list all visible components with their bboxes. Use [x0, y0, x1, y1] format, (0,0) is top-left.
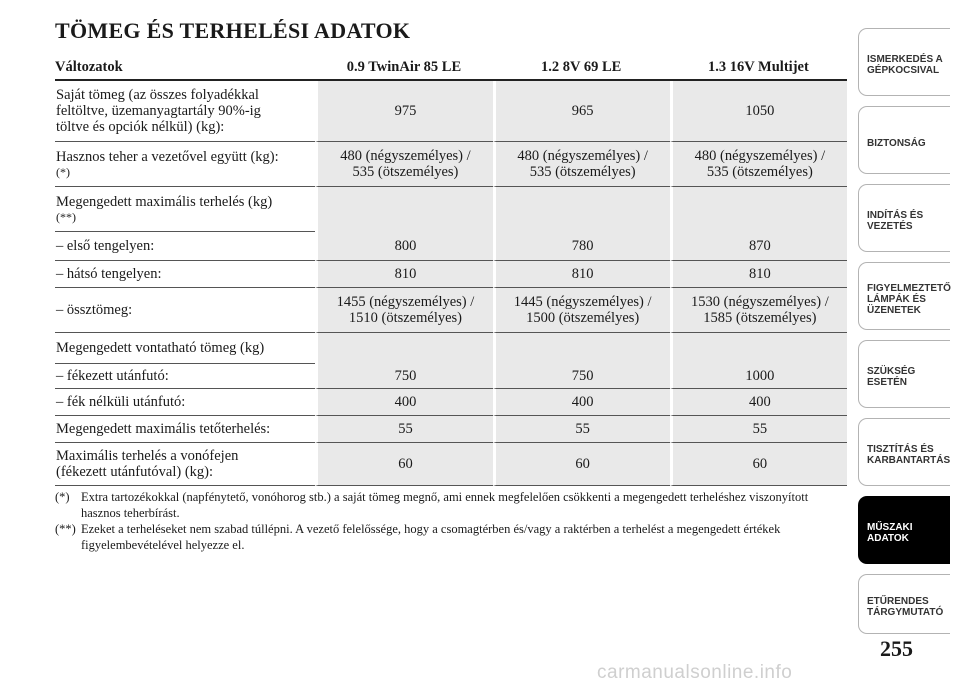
footnote-marker: (*) [55, 490, 70, 504]
table-cell: 1530 (négyszemélyes) / 1585 (ötszemélyes) [691, 294, 829, 326]
row-label: Hasznos teher a vezetővel együtt (kg): [56, 149, 279, 165]
row-label: – első tengelyen: [55, 232, 315, 261]
header-twinair: 0.9 TwinAir 85 LE [315, 55, 492, 81]
table-cell: 965 [493, 81, 670, 142]
table-cell: 800 [315, 187, 492, 261]
table-cell: 60 [493, 443, 670, 486]
footnote [55, 489, 850, 521]
row-label: Megengedett vontatható tömeg (kg) [55, 333, 315, 364]
table-cell: 400 [493, 389, 670, 416]
weight-load-table [55, 55, 847, 486]
row-label: Saját tömeg (az összes folyadékkal feltöltve, üzemanyagtartály 90%-ig töltve és opciók nélkül) (kg): [56, 87, 261, 135]
tab-inditas[interactable]: INDÍTÁS ÉS VEZETÉS [858, 184, 950, 252]
row-label: Megengedett maximális terhelés (kg) [56, 194, 273, 210]
row-label: – fék nélküli utánfutó: [55, 389, 315, 416]
page-number: 255 [880, 636, 913, 661]
table-cell: 55 [670, 416, 847, 443]
footnote-ref: (**) [56, 210, 76, 224]
table-cell: 780 [493, 187, 670, 261]
table-cell: 1050 [670, 81, 847, 142]
table-row [55, 288, 847, 333]
tab-figyelmezteto[interactable]: FIGYELMEZTETŐ LÁMPÁK ÉS ÜZENETEK [858, 262, 950, 330]
watermark: carmanualsonline.info [597, 662, 793, 683]
table-cell: 60 [670, 443, 847, 486]
header-8v: 1.2 8V 69 LE [493, 55, 670, 81]
table-cell: 60 [315, 443, 492, 486]
table-cell: 1445 (négyszemélyes) / 1500 (ötszemélyes) [513, 294, 652, 326]
table-row [55, 443, 847, 486]
footnote-ref: (*) [56, 165, 70, 179]
row-label: – hátsó tengelyen: [55, 261, 315, 288]
table-row [55, 187, 847, 232]
table-cell: 400 [315, 389, 492, 416]
row-label: Maximális terhelés a vonófejen (fékezett utánfutóval) (kg): [56, 448, 239, 480]
header-variants: Változatok [55, 55, 315, 81]
header-multijet: 1.3 16V Multijet [670, 55, 847, 81]
tab-muszaki-adatok[interactable]: MŰSZAKI ADATOK [858, 496, 950, 564]
row-label: – fékezett utánfutó: [55, 364, 315, 389]
tab-biztonsag[interactable]: BIZTONSÁG [858, 106, 950, 174]
table-cell: 750 [493, 333, 670, 389]
table-row [55, 142, 847, 187]
table-cell: 810 [670, 261, 847, 288]
table-cell: 975 [315, 81, 492, 142]
tab-targymutato[interactable]: ETŰRENDES TÁRGYMUTATÓ [858, 574, 950, 634]
page-title: TÖMEG ÉS TERHELÉSI ADATOK [55, 18, 411, 43]
table-cell: 750 [315, 333, 492, 389]
footnote-marker: (**) [55, 522, 76, 536]
table-cell: 55 [315, 416, 492, 443]
table-cell: 480 (négyszemélyes) / 535 (ötszemélyes) [340, 148, 471, 180]
table-row [55, 416, 847, 443]
tab-tisztitas[interactable]: TISZTÍTÁS ÉS KARBANTARTÁS [858, 418, 950, 486]
footnotes [55, 489, 850, 553]
table-cell: 870 [670, 187, 847, 261]
tab-ismerkedes[interactable]: ISMERKEDÉS A GÉPKOCSIVAL [858, 28, 950, 96]
row-label: – össztömeg: [55, 288, 315, 333]
table-cell: 480 (négyszemélyes) / 535 (ötszemélyes) [517, 148, 648, 180]
tab-szukseg[interactable]: SZÜKSÉG ESETÉN [858, 340, 950, 408]
table-cell: 1000 [670, 333, 847, 389]
table-row [55, 81, 847, 142]
chapter-tabs [858, 28, 950, 644]
footnote [55, 521, 850, 553]
table-cell: 810 [315, 261, 492, 288]
table-cell: 810 [493, 261, 670, 288]
table-header-row [55, 55, 847, 81]
table-row [55, 261, 847, 288]
footnote-text: Extra tartozékokkal (napfénytető, vonóhorog stb.) a saját tömeg megnő, ami ennek megfelelően csökkenti a megengedett terheléshez viszonyított hasznos teherbírást. [81, 490, 809, 520]
table-row [55, 333, 847, 364]
table-cell: 55 [493, 416, 670, 443]
table-cell: 480 (négyszemélyes) / 535 (ötszemélyes) [694, 148, 826, 180]
table-cell: 400 [670, 389, 847, 416]
row-label: Megengedett maximális tetőterhelés: [55, 416, 315, 443]
footnote-text: Ezeket a terheléseket nem szabad túllépni. A vezető felelőssége, hogy a csomagtérben és/vagy a raktérben a terhelést a megengedett értékek figyelembevételével helyezze el. [81, 522, 781, 552]
table-row [55, 389, 847, 416]
table-cell: 1455 (négyszemélyes) / 1510 (ötszemélyes) [336, 294, 475, 326]
